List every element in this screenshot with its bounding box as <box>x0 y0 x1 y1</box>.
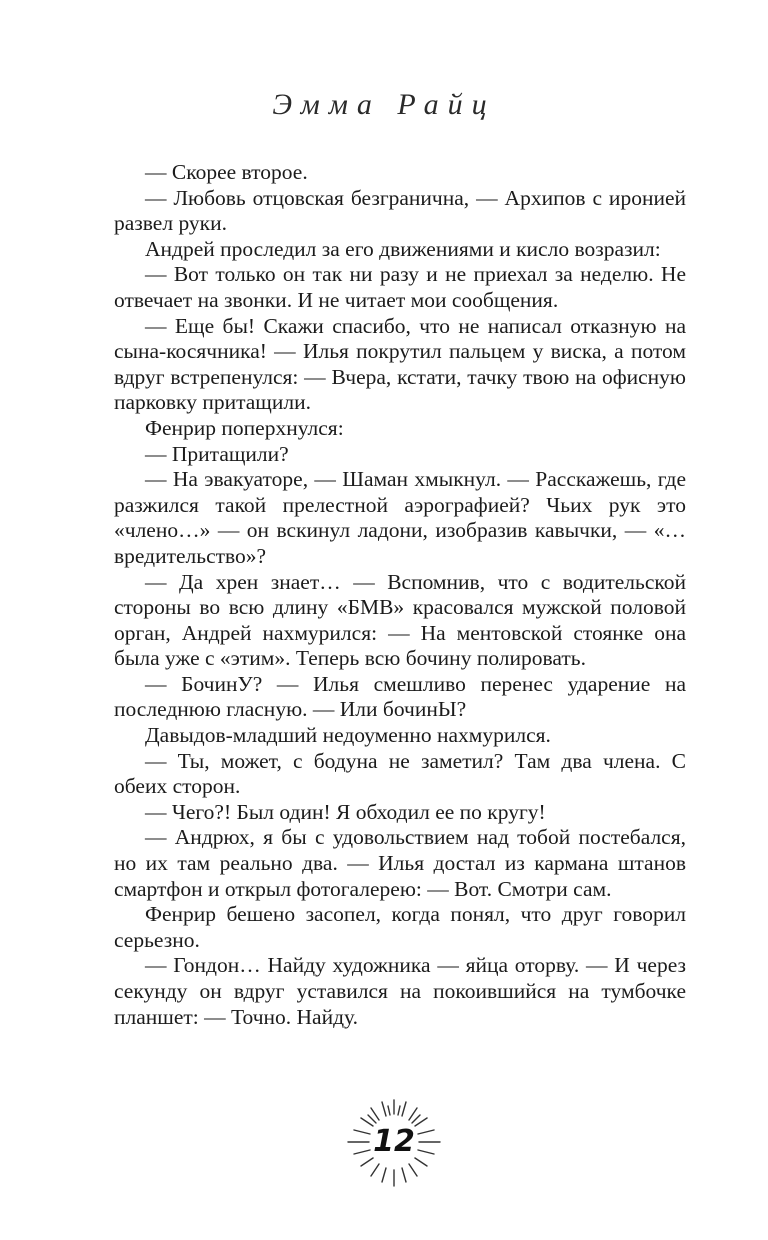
paragraph-2: — Любовь отцовская безгранична, — Архипов с иронией развел руки. <box>114 185 686 236</box>
running-head-author: Эмма Райц <box>272 88 496 121</box>
paragraph-14: — Андрюх, я бы с удовольствием над тобой постебался, но их там реально два. — Илья достал из кармана штанов смартфон и открыл фотогалерею: — Вот. Смотри сам. <box>114 825 686 901</box>
paragraph-5: — Еще бы! Скажи спасибо, что не написал отказную на сына-косячника! — Илья покрутил пальцем у виска, а потом вдруг встрепенулся: — Вчера, кстати, тачку твою на офисную парковку притащили. <box>114 313 686 415</box>
paragraph-11: Давыдов-младший недоуменно нахмурился. <box>145 723 551 748</box>
paragraph-6: Фенрир поперхнулся: <box>145 415 344 440</box>
paragraph-12: — Ты, может, с бодуна не заметил? Там два члена. С обеих сторон. <box>114 748 686 799</box>
paragraph-10: — БочинУ? — Илья смешливо перенес ударение на последнюю гласную. — Или бочинЫ? <box>114 671 686 722</box>
paragraph-8: — На эвакуаторе, — Шаман хмыкнул. — Расскажешь, где разжился такой прелестной аэрографией? Чьих рук это «члено…» — он вскинул ладони, изобразив кавычки, — «…вредительство»? <box>114 467 686 568</box>
paragraph-1: — Скорее второе. <box>145 160 308 184</box>
paragraph-4: — Вот только он так ни разу и не приехал за неделю. Не отвечает на звонки. И не читает мои сообщения. <box>114 262 686 312</box>
paragraph-16: — Гондон… Найду художника — яйца оторву. — И через секунду он вдруг уставился на покоившийся на тумбочке планшет: — Точно. Найду. <box>114 953 686 1029</box>
paragraph-13: — Чего?! Был один! Я обходил ее по кругу! <box>145 799 546 824</box>
paragraph-9: — Да хрен знает… — Вспомнив, что с водительской стороны во всю длину «БМВ» красовался мужской половой орган, Андрей нахмурился: — На ментовской стоянке она была уже с «этим». Теперь всю бочину полировать. <box>114 569 686 671</box>
paragraph-3: Андрей проследил за его движениями и кисло возразил: <box>145 236 661 261</box>
page-number: 12 <box>373 1124 415 1159</box>
paragraph-15: Фенрир бешено засопел, когда понял, что друг говорил серьезно. <box>114 902 686 952</box>
page-number-badge <box>344 1096 444 1196</box>
body-text <box>114 160 686 1030</box>
paragraph-7: — Притащили? <box>145 441 289 466</box>
